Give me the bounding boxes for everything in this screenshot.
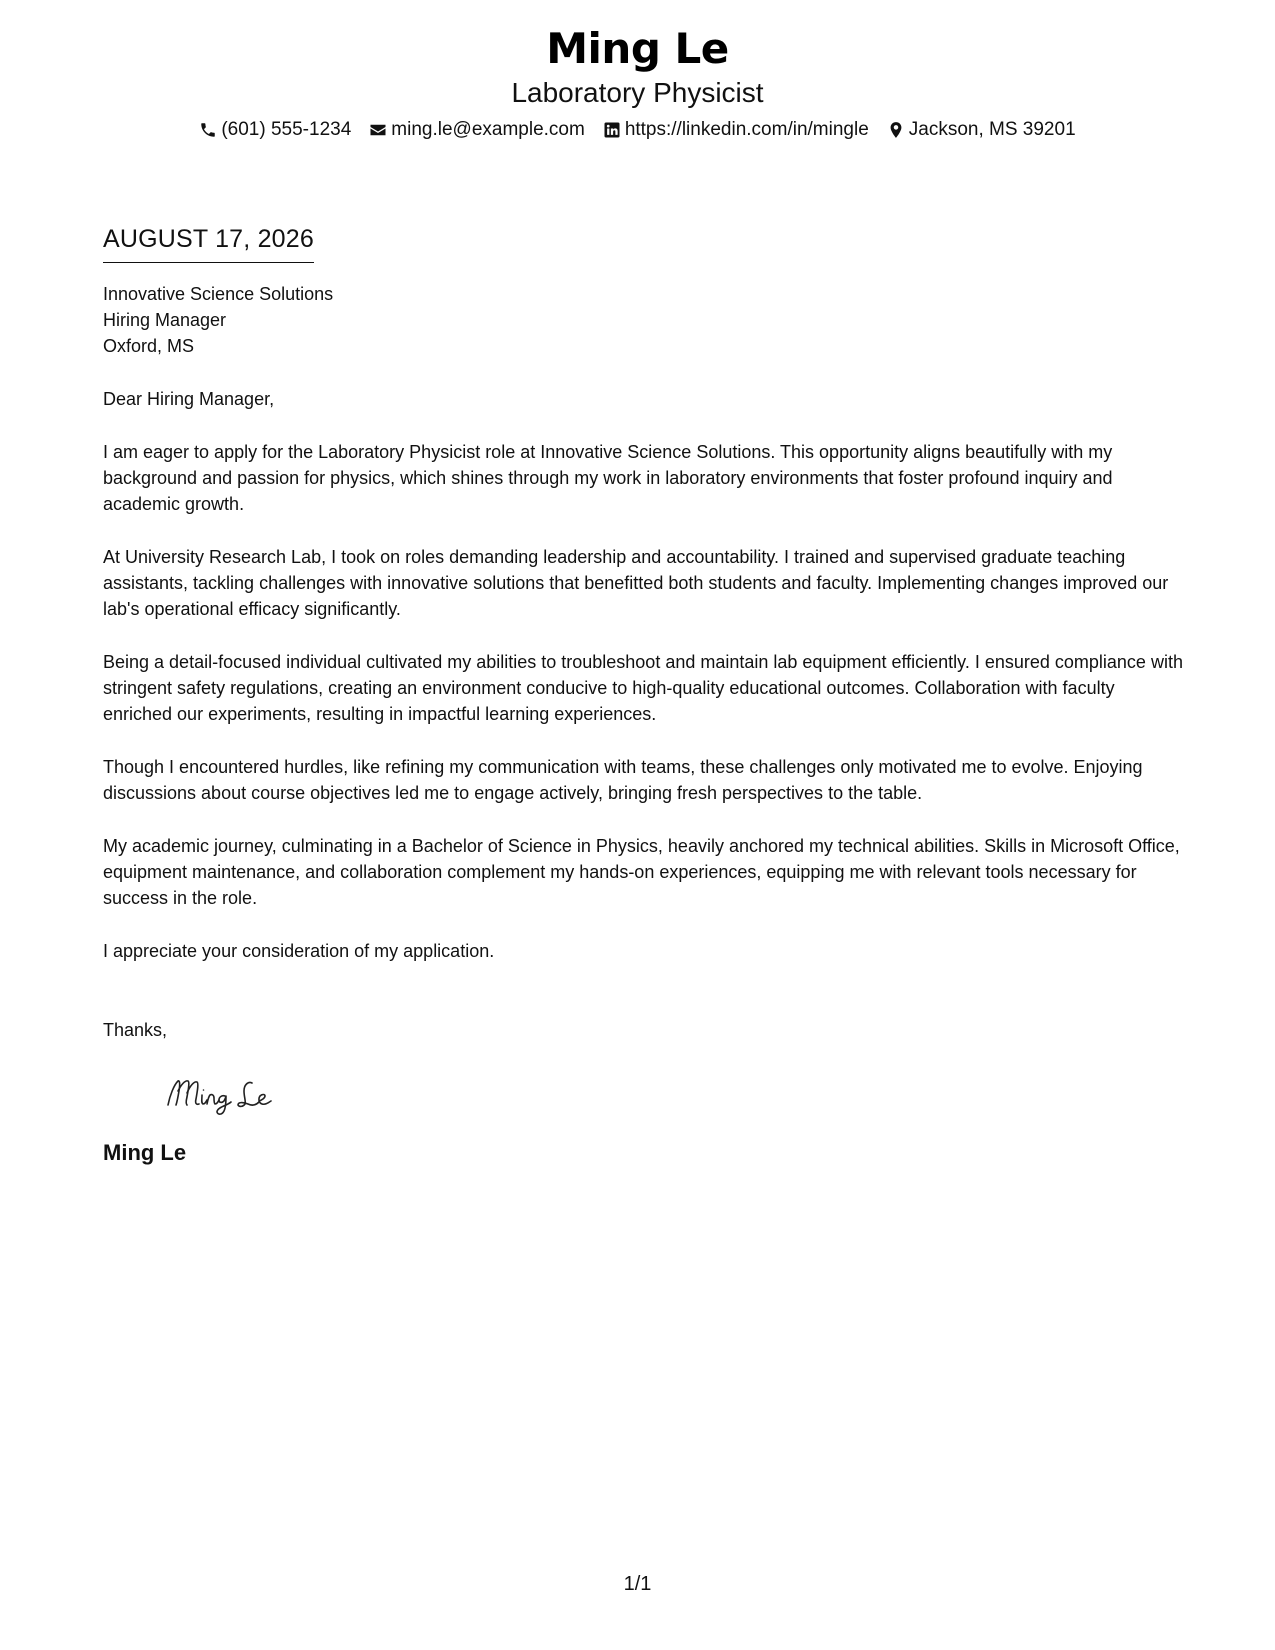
signature-image [160,1071,310,1117]
envelope-icon [369,121,387,139]
applicant-name: Ming Le [546,24,729,73]
location-text: Jackson, MS 39201 [908,119,1076,140]
contact-location [887,116,1076,144]
salutation: Dear Hiring Manager, [103,389,275,409]
paragraph: My academic journey, culminating in a Bachelor of Science in Physics, heavily anchored my technical abilities. Skills in Microsoft Office, equipment maintenance, and collaboration complement my hands-on experiences, equipping me with relevant tools necessary for success in the role. [103,836,1180,908]
contact-phone [199,116,351,144]
signoff: Thanks, [103,1020,168,1040]
recipient-block [103,281,1183,359]
recipient-role: Hiring Manager [103,310,227,330]
letter-body [103,222,1183,1168]
phone-icon [199,121,217,139]
paragraph: At University Research Lab, I took on roles demanding leadership and accountability. I trained and supervised graduate teaching assistants, tackling challenges with innovative solutions that benefitted both students and faculty. Implementing changes improved our lab's operational efficacy significantly. [103,547,1169,619]
closing-sentence: I appreciate your consideration of my application. [103,941,495,961]
letter-date: AUGUST 17, 2026 [103,222,314,263]
linkedin-text: https://linkedin.com/in/mingle [624,119,869,140]
applicant-title: Laboratory Physicist [511,77,764,108]
linkedin-icon [603,121,621,139]
contact-bar [0,116,1275,144]
signer-name: Ming Le [103,1140,187,1165]
letter-header [0,22,1275,144]
contact-linkedin [603,116,869,144]
email-text: ming.le@example.com [391,119,585,140]
recipient-company: Innovative Science Solutions [103,284,334,304]
paragraph: I am eager to apply for the Laboratory Physicist role at Innovative Science Solutions. This opportunity aligns beautifully with my background and passion for physics, which shines through my work in laboratory environments that foster profound inquiry and academic growth. [103,442,1113,514]
phone-text: (601) 555-1234 [221,119,352,140]
page-number: 1/1 [623,1573,652,1595]
contact-email [369,116,585,144]
paragraph: Being a detail-focused individual cultivated my abilities to troubleshoot and maintain lab equipment efficiently. I ensured compliance with stringent safety regulations, creating an environment conducive to high-quality educational outcomes. Collaboration with faculty enriched our experiments, resulting in impactful learning experiences. [103,652,1183,724]
map-marker-icon [887,121,905,139]
recipient-location: Oxford, MS [103,336,195,356]
paragraph: Though I encountered hurdles, like refining my communication with teams, these challenges only motivated me to evolve. Enjoying discussions about course objectives led me to engage actively, bringing fresh perspectives to the table. [103,757,1143,803]
